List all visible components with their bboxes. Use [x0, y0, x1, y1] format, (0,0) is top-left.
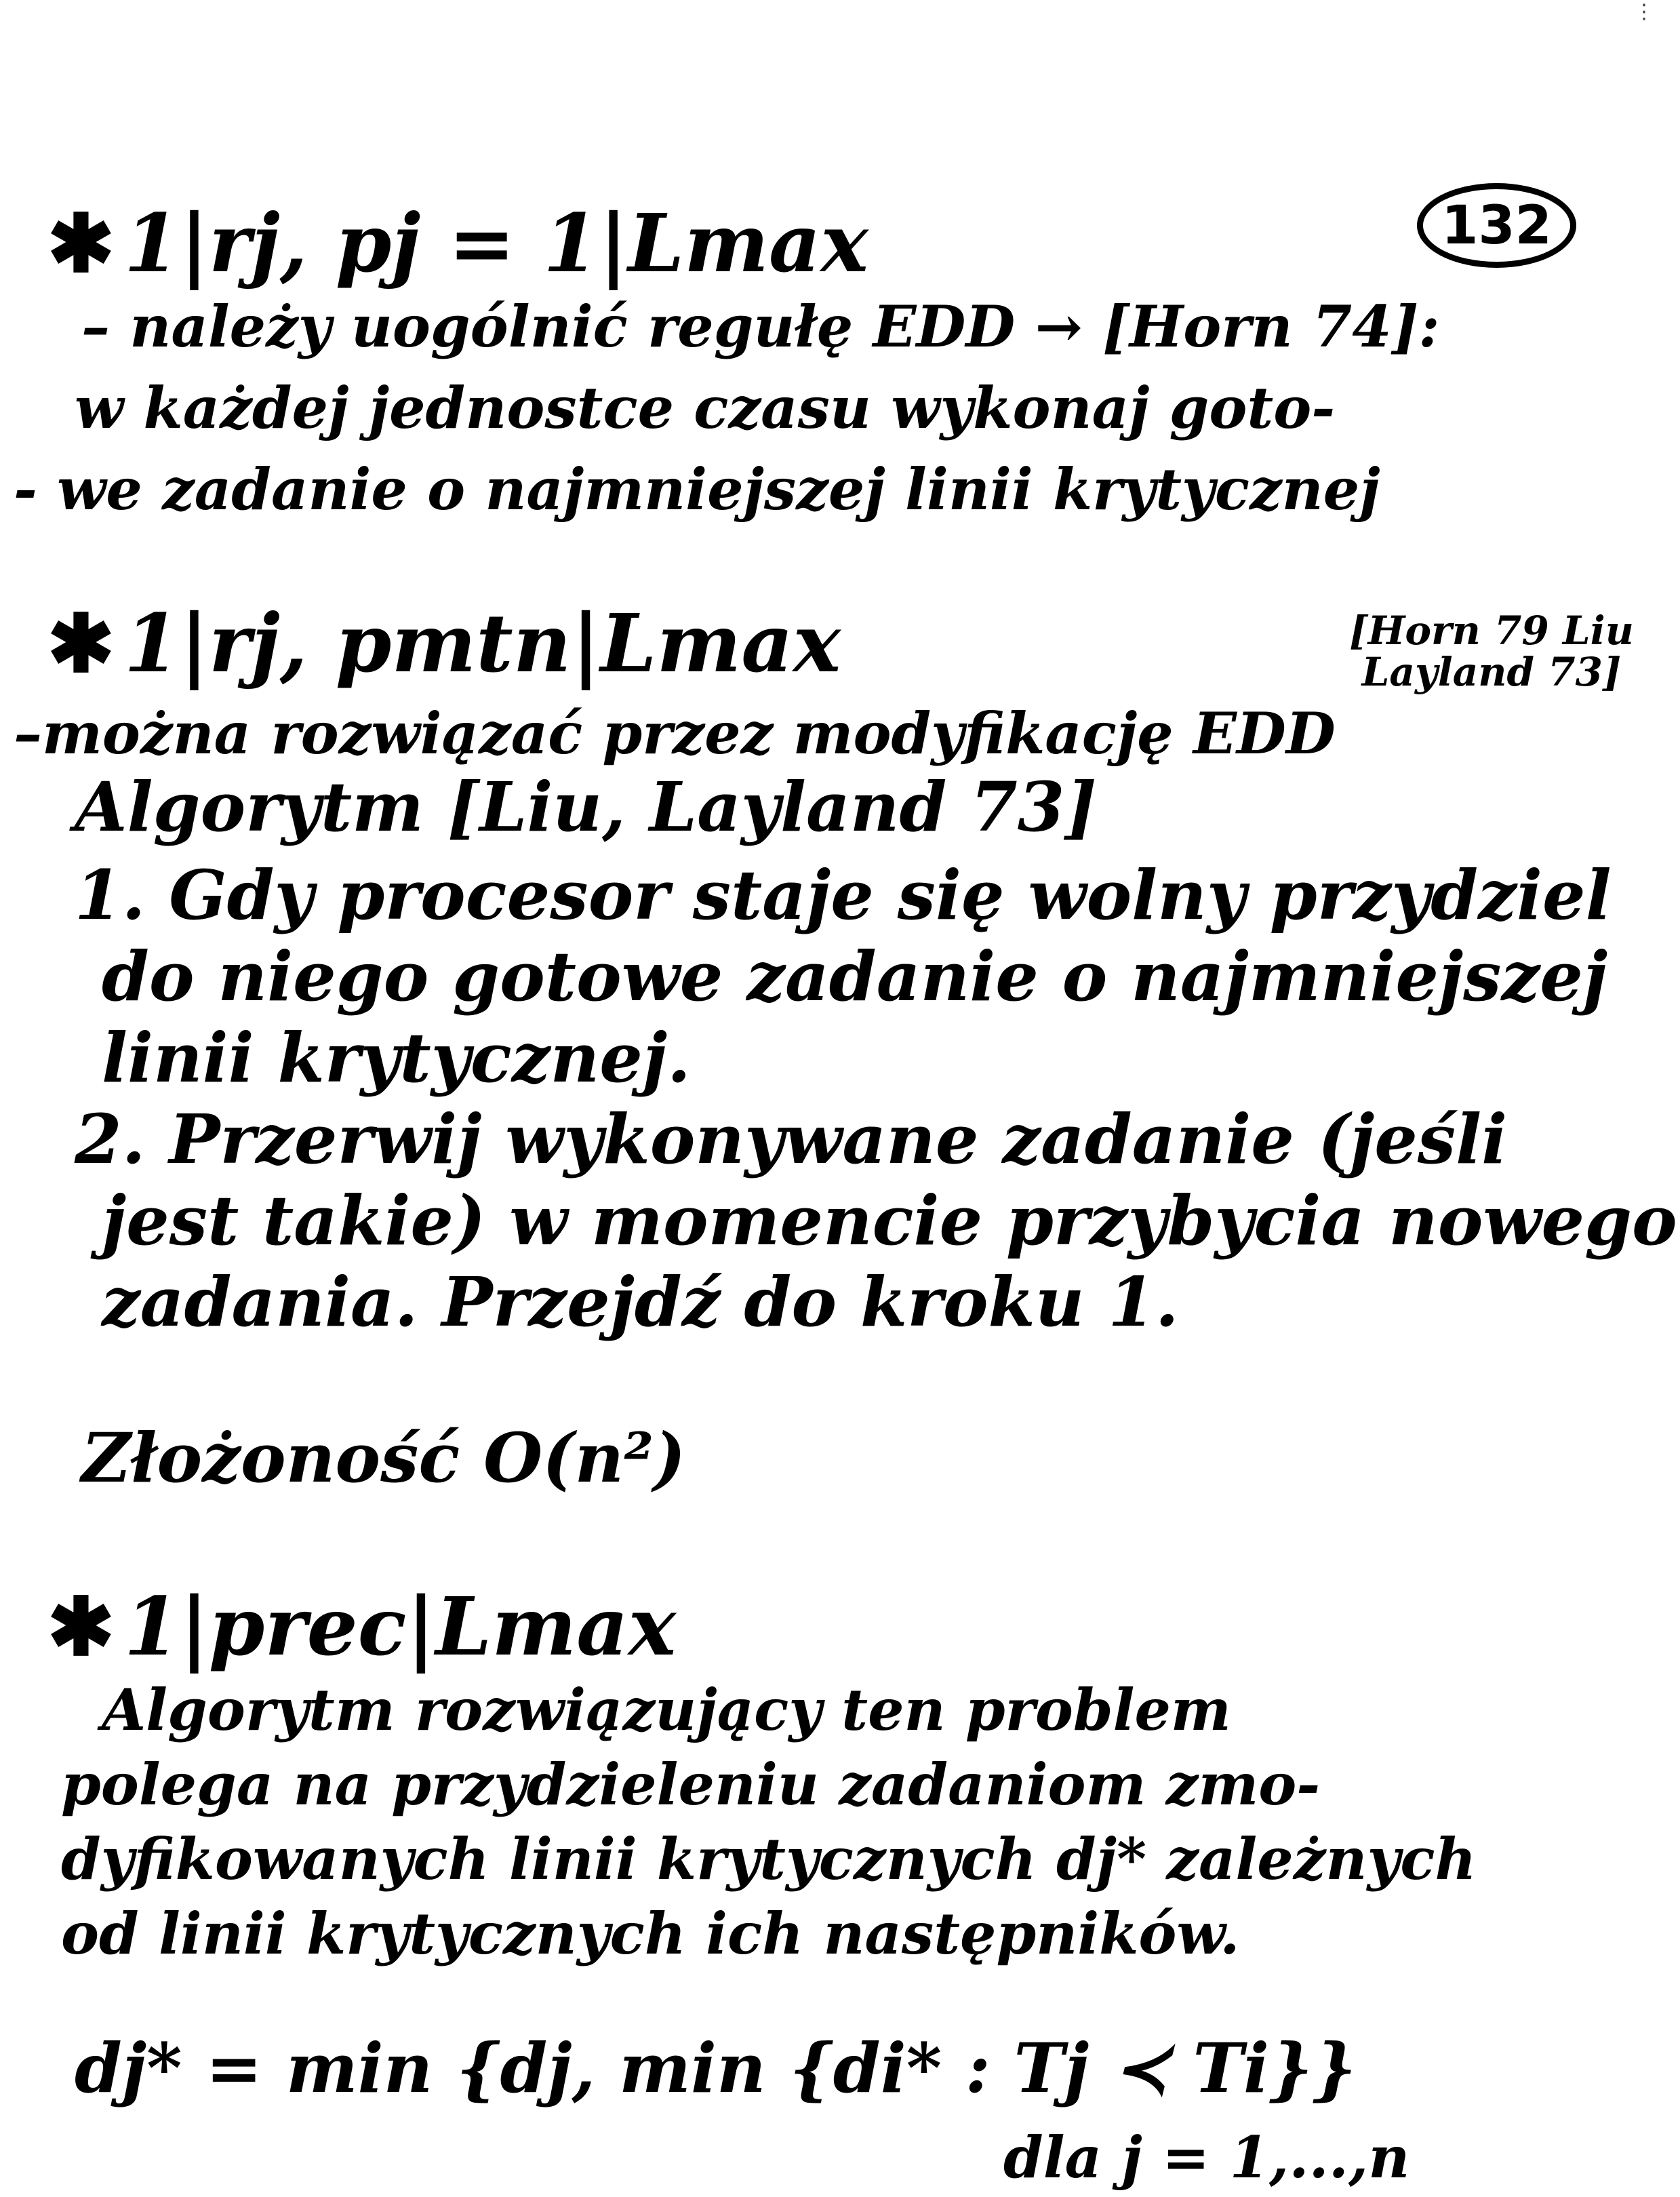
section-2-line: Algorytm [Liu, Layland 73]	[75, 767, 1097, 847]
section-1-line: - we zadanie o najmniejszej linii krytycznej	[14, 456, 1380, 523]
section-3-heading: ✱ 1|prec|Lmax	[47, 1579, 677, 1674]
section-3-line: od linii krytycznych ich następników.	[61, 1900, 1240, 1967]
section-3-line: Algorytm rozwiązujący ten problem	[102, 1676, 1231, 1743]
edge-mark: ⋮	[1634, 0, 1654, 24]
section-1-line: – należy uogólnić regułę EDD → [Horn 74]:	[81, 293, 1440, 360]
section-2-line: 2. Przerwij wykonywane zadanie (jeśli	[75, 1099, 1508, 1179]
section-2-line: jest takie) w momencie przybycia nowego	[102, 1181, 1677, 1261]
complexity-note: Złożoność O(n²)	[81, 1418, 686, 1498]
section-2-line: do niego gotowe zadanie o najmniejszej	[102, 936, 1608, 1016]
asterisk-icon: ✱	[47, 196, 115, 290]
section-2-line: linii krytycznej.	[102, 1018, 691, 1098]
asterisk-icon: ✱	[47, 596, 115, 690]
section-1-line: w każdej jednostce czasu wykonaj goto-	[75, 374, 1336, 441]
section-3-line: polega na przydzieleniu zadaniom zmo-	[61, 1751, 1321, 1818]
formula: dj* = min {dj, min {di* : Tj ≺ Ti}}	[75, 2028, 1357, 2108]
section-3-line: dyfikowanych linii krytycznych dj* zależnych	[61, 1825, 1477, 1893]
formula-condition: dla j = 1,...,n	[1003, 2124, 1410, 2191]
asterisk-icon: ✱	[47, 1579, 115, 1674]
section-2-line: 1. Gdy procesor staje się wolny przydziel	[75, 855, 1612, 935]
section-2-heading: ✱ 1|rj, pmtn|Lmax	[47, 596, 841, 690]
section-1-heading: ✱ 1|rj, pj = 1|Lmax	[47, 196, 868, 290]
section-2-line: zadania. Przejdź do kroku 1.	[102, 1262, 1179, 1342]
citation-note: [Horn 79 Liu Layland 73]	[1349, 608, 1634, 695]
section-2-line: –można rozwiązać przez modyfikację EDD	[14, 700, 1336, 767]
page-number-badge: 132	[1417, 183, 1576, 268]
